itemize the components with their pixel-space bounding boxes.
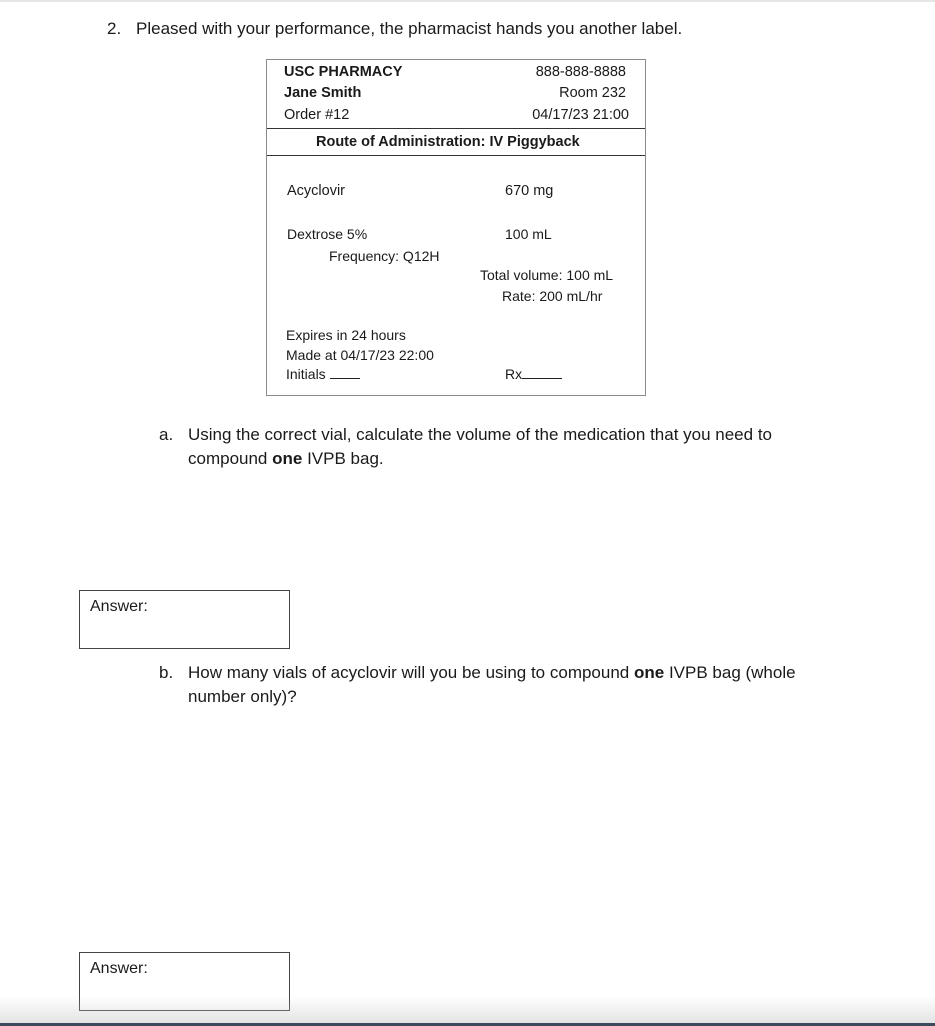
pharmacy-name: USC PHARMACY bbox=[284, 64, 403, 80]
patient-name: Jane Smith bbox=[284, 85, 362, 101]
initials-line bbox=[286, 366, 360, 382]
initials-label: Initials bbox=[286, 366, 326, 382]
sub-question-a-emphasis: one bbox=[272, 449, 303, 468]
pharmacy-label bbox=[266, 59, 646, 396]
answer-box-b[interactable] bbox=[79, 952, 290, 1011]
diluent-name: Dextrose 5% bbox=[287, 226, 368, 242]
answer-a-label: Answer: bbox=[90, 598, 148, 615]
sub-question-b-line1-pre: How many vials of acyclovir will you be using to compound bbox=[188, 663, 634, 682]
patient-room: Room 232 bbox=[559, 85, 626, 101]
order-number: Order #12 bbox=[284, 107, 350, 123]
sub-question-a-line2-post: IVPB bag. bbox=[302, 449, 384, 468]
sub-question-b-letter: b. bbox=[159, 663, 174, 682]
rx-blank bbox=[522, 366, 562, 379]
sub-question-a-letter: a. bbox=[159, 425, 174, 444]
sub-question-b-line2: number only)? bbox=[188, 687, 297, 706]
sub-question-a-line1: Using the correct vial, calculate the volume of the medication that you need to bbox=[188, 425, 772, 444]
diluent-volume: 100 mL bbox=[505, 226, 552, 242]
answer-box-a[interactable] bbox=[79, 590, 290, 649]
header-divider-top bbox=[267, 128, 645, 129]
answer-b-label: Answer: bbox=[90, 960, 148, 977]
made-at: Made at 04/17/23 22:00 bbox=[286, 347, 434, 363]
total-volume: Total volume: 100 mL bbox=[480, 267, 614, 283]
question-number: 2. bbox=[107, 19, 122, 38]
sub-question-b-line1 bbox=[188, 661, 796, 685]
header-divider-bottom bbox=[267, 155, 645, 156]
drug-name: Acyclovir bbox=[287, 183, 346, 199]
sub-question-a-line2 bbox=[188, 447, 772, 471]
infusion-rate: Rate: 200 mL/hr bbox=[502, 288, 603, 304]
sub-question-b-line1-post: IVPB bag (whole bbox=[664, 663, 796, 682]
frequency: Frequency: Q12H bbox=[329, 248, 440, 264]
drug-dose: 670 mg bbox=[505, 183, 554, 199]
sub-question-a-text bbox=[188, 423, 772, 471]
order-datetime: 04/17/23 21:00 bbox=[532, 107, 629, 123]
rx-label: Rx bbox=[505, 366, 523, 382]
route-of-administration: Route of Administration: IV Piggyback bbox=[316, 134, 580, 150]
sub-question-b-emphasis: one bbox=[633, 663, 665, 682]
pharmacy-phone: 888-888-8888 bbox=[535, 64, 626, 80]
rx-line bbox=[505, 366, 562, 382]
question-2-title bbox=[107, 19, 682, 39]
question-text: Pleased with your performance, the pharmacist hands you another label. bbox=[136, 19, 683, 38]
expiration: Expires in 24 hours bbox=[286, 327, 406, 343]
sub-question-a-line2-pre: compound bbox=[188, 449, 273, 468]
initials-blank bbox=[330, 366, 360, 379]
sub-question-b-text bbox=[188, 661, 796, 709]
